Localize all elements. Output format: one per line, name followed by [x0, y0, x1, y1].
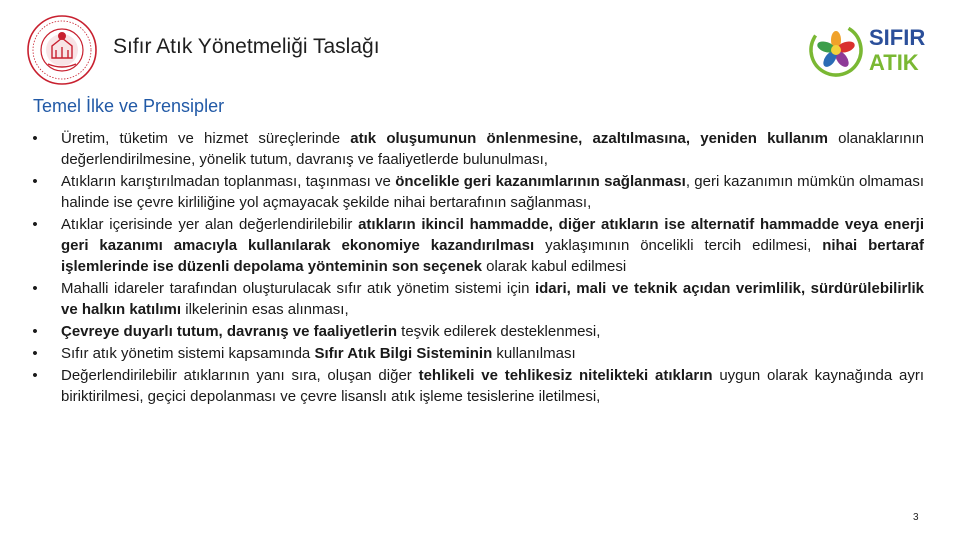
- bullet-text: teşvik edilerek desteklenmesi,: [396, 323, 601, 340]
- bullet-text: Üretim, tüketim ve hizmet süreçlerinde: [61, 130, 351, 147]
- bullet-item: [28, 343, 924, 364]
- bullet-item: [28, 128, 924, 170]
- bullet-text: Değerlendirilebilir atıklarının yanı sıra, oluşan diğer: [61, 367, 419, 384]
- sifir-atik-logo: [806, 14, 936, 80]
- ministry-seal-icon: [26, 14, 98, 86]
- bullet-item: [28, 278, 924, 320]
- bullet-dot: •: [32, 173, 38, 190]
- bullet-dot: •: [32, 216, 38, 233]
- bullet-text: kullanılması: [492, 345, 576, 362]
- bullet-dot: •: [32, 345, 38, 362]
- bullet-item: [28, 321, 924, 342]
- bullet-dot: •: [32, 323, 38, 340]
- sifir-logo-line1: SIFIR: [869, 25, 926, 50]
- bullet-text: uygun olarak kaynağında ayrı biriktirilmesi, geçici depolanması ve çevre lisanslı atık işleme tesislerine iletilmesi,: [61, 367, 924, 405]
- bullet-text: Atıklar içerisinde yer alan değerlendirilebilir: [61, 216, 359, 233]
- bullet-text: Atıkların karıştırılmadan toplanması, taşınması ve: [61, 173, 396, 190]
- bullet-dot: •: [32, 367, 38, 384]
- bullet-text: olanaklarının değerlendirilmesine, yönelik tutum, davranış ve faaliyetlerde bulunulması,: [61, 130, 925, 168]
- bullet-text: olarak kabul edilmesi: [481, 258, 627, 275]
- bullet-item: [28, 214, 924, 277]
- bullet-item: [28, 365, 924, 407]
- bullet-text: Sıfır atık yönetim sistemi kapsamında: [61, 345, 315, 362]
- bullet-text-bold: öncelikle geri kazanımlarının sağlanması: [395, 173, 686, 190]
- bullet-text-bold: tehlikeli ve tehlikesiz nitelikteki atıkların: [418, 367, 713, 384]
- bullet-text-bold: atıkların ikincil hammadde, diğer atıkların ise alternatif hammadde veya enerji geri kazanımı amacıyla kullanılarak ekonomiye kazandırılması: [61, 216, 924, 254]
- bullet-list: [28, 128, 924, 408]
- bullet-text: ilkelerinin esas alınması,: [181, 301, 349, 318]
- bullet-dot: •: [32, 280, 38, 297]
- bullet-text-bold: atık oluşumunun önlenmesine, azaltılmasına, yeniden kullanım: [350, 130, 828, 147]
- bullet-text: , geri kazanımın mümkün olmaması halinde ise çevre kirliliğine yol açmayacak şekilde nihai bertarafının sağlanması,: [61, 173, 924, 211]
- page-title: Sıfır Atık Yönetmeliği Taslağı: [113, 35, 380, 58]
- bullet-text-bold: Çevreye duyarlı tutum, davranış ve faaliyetlerin: [61, 323, 397, 340]
- page-number: 3: [913, 512, 919, 523]
- bullet-text: yaklaşımının öncelikli tercih edilmesi,: [534, 237, 823, 254]
- sifir-logo-line2: ATIK: [869, 50, 919, 75]
- bullet-text-bold: Sıfır Atık Bilgi Sisteminin: [314, 345, 493, 362]
- bullet-dot: •: [32, 130, 38, 147]
- slide-header: [0, 0, 960, 90]
- sifir-atik-flower-icon: [806, 16, 870, 80]
- bullet-item: [28, 171, 924, 213]
- section-heading: Temel İlke ve Prensipler: [33, 96, 225, 116]
- bullet-text-bold: nihai bertaraf işlemlerinde ise düzenli depolama yönteminin son seçenek: [61, 237, 924, 275]
- bullet-text-bold: idari, mali ve teknik açıdan verimlilik, sürdürülebilirlik ve halkın katılımı: [61, 280, 924, 318]
- bullet-text: Mahalli idareler tarafından oluşturulacak sıfır atık yönetim sistemi için: [61, 280, 535, 297]
